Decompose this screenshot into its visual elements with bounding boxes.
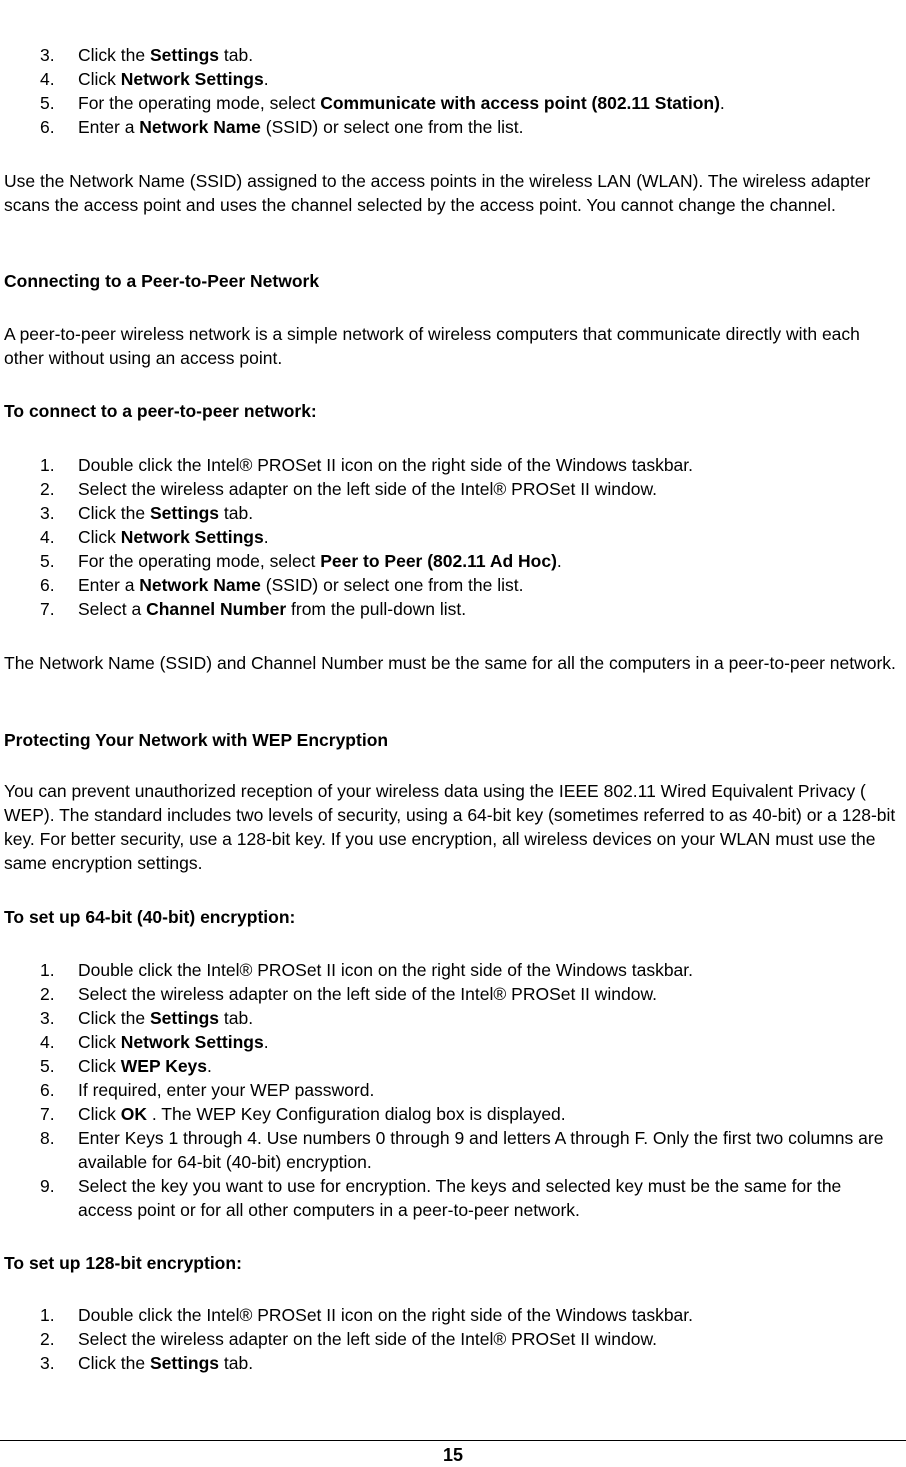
step-text: Select a — [78, 599, 147, 619]
footer-divider — [0, 1440, 906, 1441]
page-number: 15 — [442, 1445, 464, 1465]
step-text: For the operating mode, select — [78, 551, 321, 571]
step-text-suffix: . — [207, 1056, 212, 1076]
step-number: 7. — [40, 1104, 55, 1124]
step-text-suffix: . — [263, 1032, 269, 1052]
list-item — [0, 1351, 906, 1375]
step-text-suffix: from the pull-down list. — [286, 599, 467, 619]
step-text: Double click the Intel® PROSet II icon on the right side of the Windows taskbar. — [78, 960, 694, 980]
step-emphasis: Channel Number — [146, 599, 287, 619]
list-item — [0, 1327, 906, 1351]
step-text: For the operating mode, select — [78, 93, 321, 113]
list-item — [0, 549, 906, 573]
step-emphasis: Network Settings — [120, 527, 264, 547]
step-text: Enter a — [78, 575, 140, 595]
step-text-suffix: . The WEP Key Configuration dialog box is displayed. — [147, 1104, 566, 1124]
step-emphasis: Settings — [149, 1353, 220, 1373]
list-item — [0, 501, 906, 525]
steps-list-peer — [0, 453, 906, 621]
step-text: Click — [78, 1056, 121, 1076]
step-number: 4. — [40, 69, 55, 89]
step-text: Select the wireless adapter on the left side of the Intel® PROSet II window. — [78, 984, 658, 1004]
step-text-suffix: (SSID) or select one from the list. — [260, 575, 524, 595]
step-emphasis: OK — [120, 1104, 148, 1124]
steps-list-64-bit — [0, 958, 906, 1222]
step-emphasis: Network Name — [139, 117, 261, 137]
step-text: Click the — [78, 1353, 150, 1373]
step-emphasis: Network Settings — [120, 1032, 264, 1052]
list-item — [0, 477, 906, 501]
step-text: Select the wireless adapter on the left side of the Intel® PROSet II window. — [78, 479, 658, 499]
step-number: 5. — [40, 551, 55, 571]
step-number: 5. — [40, 93, 55, 113]
step-number: 6. — [40, 1080, 55, 1100]
step-number: 6. — [40, 575, 55, 595]
step-text-suffix: . — [263, 69, 269, 89]
step-emphasis: WEP Keys — [120, 1056, 208, 1076]
step-text-suffix: tab. — [219, 1008, 254, 1028]
steps-list-128-bit — [0, 1303, 906, 1375]
paragraph-wep: You can prevent unauthorized reception of your wireless data using the IEEE 802.11 Wired Equivalent Privacy ( WEP). The standard includes two levels of security, using a 64-bit key (sometimes referred to as 40-bit) or a 128-bit key. For better security, use a 128-bit key. If you use encryption, all wireless devices on your WLAN must use the same encryption settings. — [4, 781, 896, 873]
step-number: 1. — [40, 1305, 55, 1325]
step-emphasis: Network Name — [139, 575, 261, 595]
step-number: 3. — [40, 503, 55, 523]
step-number: 3. — [40, 1008, 55, 1028]
paragraph-same-settings: The Network Name (SSID) and Channel Number must be the same for all the computers in a peer-to-peer network. — [4, 653, 896, 673]
step-text: Enter a — [78, 117, 140, 137]
step-text-suffix: tab. — [219, 1353, 254, 1373]
step-text: If required, enter your WEP password. — [78, 1080, 375, 1100]
step-number: 5. — [40, 1056, 55, 1076]
paragraph-ssid: Use the Network Name (SSID) assigned to the access points in the wireless LAN (WLAN). The wireless adapter scans the access point and uses the channel selected by the access point. You cannot change the channel. — [4, 171, 871, 215]
list-item — [0, 1174, 906, 1222]
step-number: 3. — [40, 1353, 55, 1373]
list-item — [0, 1126, 906, 1174]
list-item — [0, 91, 906, 115]
list-item — [0, 115, 906, 139]
list-item — [0, 525, 906, 549]
heading-64-bit: To set up 64-bit (40-bit) encryption: — [4, 907, 296, 927]
heading-128-bit: To set up 128-bit encryption: — [4, 1253, 242, 1273]
step-text: Click — [78, 1032, 121, 1052]
step-number: 8. — [40, 1128, 55, 1148]
list-item — [0, 597, 906, 621]
list-item — [0, 1054, 906, 1078]
step-number: 6. — [40, 117, 55, 137]
step-text-suffix: tab. — [219, 503, 254, 523]
step-text: Select the key you want to use for encryption. The keys and selected key must be the same for the access point or for all other computers in a peer-to-peer network. — [78, 1176, 842, 1220]
step-number: 4. — [40, 527, 55, 547]
step-text-suffix: . — [263, 527, 269, 547]
list-item — [0, 1078, 906, 1102]
list-item — [0, 1006, 906, 1030]
step-text: Select the wireless adapter on the left side of the Intel® PROSet II window. — [78, 1329, 658, 1349]
step-text: Click the — [78, 1008, 150, 1028]
step-emphasis: Network Settings — [120, 69, 264, 89]
list-item — [0, 573, 906, 597]
heading-connect-peer: To connect to a peer-to-peer network: — [4, 401, 317, 421]
list-item — [0, 67, 906, 91]
list-item — [0, 43, 906, 67]
list-item — [0, 982, 906, 1006]
step-number: 7. — [40, 599, 55, 619]
step-number: 2. — [40, 479, 55, 499]
step-emphasis: Settings — [149, 503, 220, 523]
step-emphasis: Peer to Peer (802.11 Ad Hoc) — [320, 551, 557, 571]
step-number: 2. — [40, 1329, 55, 1349]
paragraph-peer-to-peer: A peer-to-peer wireless network is a simple network of wireless computers that communicate directly with each other without using an access point. — [4, 324, 860, 368]
list-item — [0, 1030, 906, 1054]
step-text: Click — [78, 527, 121, 547]
step-text-suffix: . — [556, 551, 562, 571]
step-text: Click the — [78, 45, 150, 65]
step-text: Double click the Intel® PROSet II icon on the right side of the Windows taskbar. — [78, 455, 694, 475]
list-item — [0, 1102, 906, 1126]
step-emphasis: Communicate with access point (802.11 Station) — [320, 93, 720, 113]
step-text: Click the — [78, 503, 150, 523]
step-number: 1. — [40, 960, 55, 980]
list-item — [0, 1303, 906, 1327]
steps-list-station — [0, 43, 906, 139]
step-text-suffix: . — [719, 93, 725, 113]
heading-peer-to-peer: Connecting to a Peer-to-Peer Network — [4, 271, 320, 291]
step-text: Click — [78, 1104, 121, 1124]
step-text-suffix: (SSID) or select one from the list. — [260, 117, 524, 137]
step-text: Enter Keys 1 through 4. Use numbers 0 through 9 and letters A through F. Only the first two columns are available for 64-bit (40-bit) encryption. — [78, 1128, 884, 1172]
heading-wep-encryption: Protecting Your Network with WEP Encryption — [4, 730, 389, 750]
step-number: 3. — [40, 45, 55, 65]
step-text: Click — [78, 69, 121, 89]
step-number: 4. — [40, 1032, 55, 1052]
step-number: 1. — [40, 455, 55, 475]
step-text: Double click the Intel® PROSet II icon on the right side of the Windows taskbar. — [78, 1305, 694, 1325]
step-text-suffix: tab. — [219, 45, 254, 65]
list-item — [0, 958, 906, 982]
step-number: 2. — [40, 984, 55, 1004]
step-emphasis: Settings — [149, 45, 220, 65]
step-number: 9. — [40, 1176, 55, 1196]
list-item — [0, 453, 906, 477]
step-emphasis: Settings — [149, 1008, 220, 1028]
